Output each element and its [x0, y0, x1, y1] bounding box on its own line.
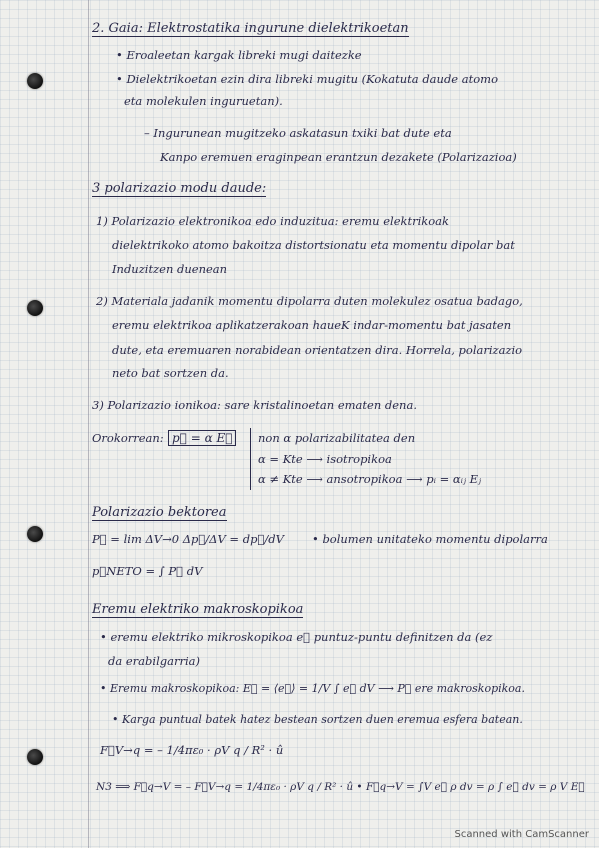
net-dipole-formula: p⃗NETO = ∫ P⃗ dV [92, 564, 203, 578]
macro-field-line: • Karga puntual batek hatez bestean sortzen duen eremua esfera batean. [112, 713, 523, 726]
polarization-description: • bolumen unitateko momentu dipolarra [312, 532, 548, 546]
mode-line: dute, eta eremuaren norabidean orientatzen dira. Horrela, polarizazio [112, 343, 523, 357]
intro-line: eta molekulen inguruetan). [124, 94, 283, 108]
macro-field-line: da erabilgarria) [108, 654, 200, 668]
general-label: Orokorrean: [92, 431, 164, 445]
intro-line: – Ingurunean mugitzeko askatasun txiki bat dute eta [144, 126, 452, 140]
macro-field-line: • eremu elektriko mikroskopikoa e⃗ puntuz-puntu definitzen da (ez [100, 630, 493, 644]
intro-line: Kanpo eremuen eraginpean erantzun dezakete (Polarizazioa) [160, 150, 517, 164]
mode-line: 3) Polarizazio ionikoa: sare kristalinoetan ematen dena. [92, 398, 417, 412]
scanner-watermark: Scanned with CamScanner [454, 829, 589, 840]
polarization-heading: Polarizazio bektorea [92, 505, 227, 520]
mode-line: neto bat sortzen da. [112, 366, 229, 380]
general-note: α ≠ Kte ⟶ ansotropikoa ⟶ pᵢ = αᵢⱼ Eⱼ [258, 472, 482, 486]
binder-hole [27, 526, 43, 542]
macro-field-heading: Eremu elektriko makroskopikoa [92, 602, 304, 617]
mode-line: 2) Materiala jadanik momentu dipolarra duten molekulez osatua badago, [96, 294, 523, 308]
macro-field-line: • Eremu makroskopikoa: E⃗ = ⟨e⃗⟩ = 1/V ∫ e⃗ dV ⟶ P⃗ ere makroskopikoa. [100, 682, 525, 695]
binder-hole [27, 73, 43, 89]
modes-heading: 3 polarizazio modu daude: [92, 181, 267, 196]
margin-line [88, 0, 89, 848]
intro-line: • Dielektrikoetan ezin dira libreki mugitu (Kokatuta daude atomo [116, 72, 498, 86]
binder-hole [27, 749, 43, 765]
general-note: α = Kte ⟶ isotropikoa [258, 452, 392, 466]
bracket-line [250, 428, 251, 490]
force-formula: N3 ⟹ F⃗q→V = – F⃗V→q = 1/4πε₀ · ρV q / R² · û • F⃗q→V = ∫V e⃗ ρ dv = ρ ∫ e⃗ dv = ρ V E⃗ [96, 781, 585, 793]
binder-hole [27, 300, 43, 316]
polarization-formula: P⃗ = lim ΔV→0 Δp⃗/ΔV = dp⃗/dV [92, 532, 284, 546]
general-note: non α polarizabilitatea den [258, 431, 416, 445]
mode-line: dielektrikoko atomo bakoitza distortsionatu eta momentu dipolar bat [112, 238, 515, 252]
intro-line: • Eroaleetan kargak libreki mugi daitezke [116, 48, 362, 62]
mode-line: Induzitzen duenean [112, 262, 228, 276]
section-title: 2. Gaia: Elektrostatika ingurune dielektrikoetan [92, 21, 409, 36]
polarizability-formula: p⃗ = α E⃗ [168, 430, 236, 446]
force-formula: F⃗V→q = – 1/4πε₀ · ρV q / R² · û [100, 743, 284, 757]
mode-line: 1) Polarizazio elektronikoa edo induzitua: eremu elektrikoak [96, 214, 449, 228]
mode-line: eremu elektrikoa aplikatzerakoan haueK indar-momentu bat jasaten [112, 318, 512, 332]
